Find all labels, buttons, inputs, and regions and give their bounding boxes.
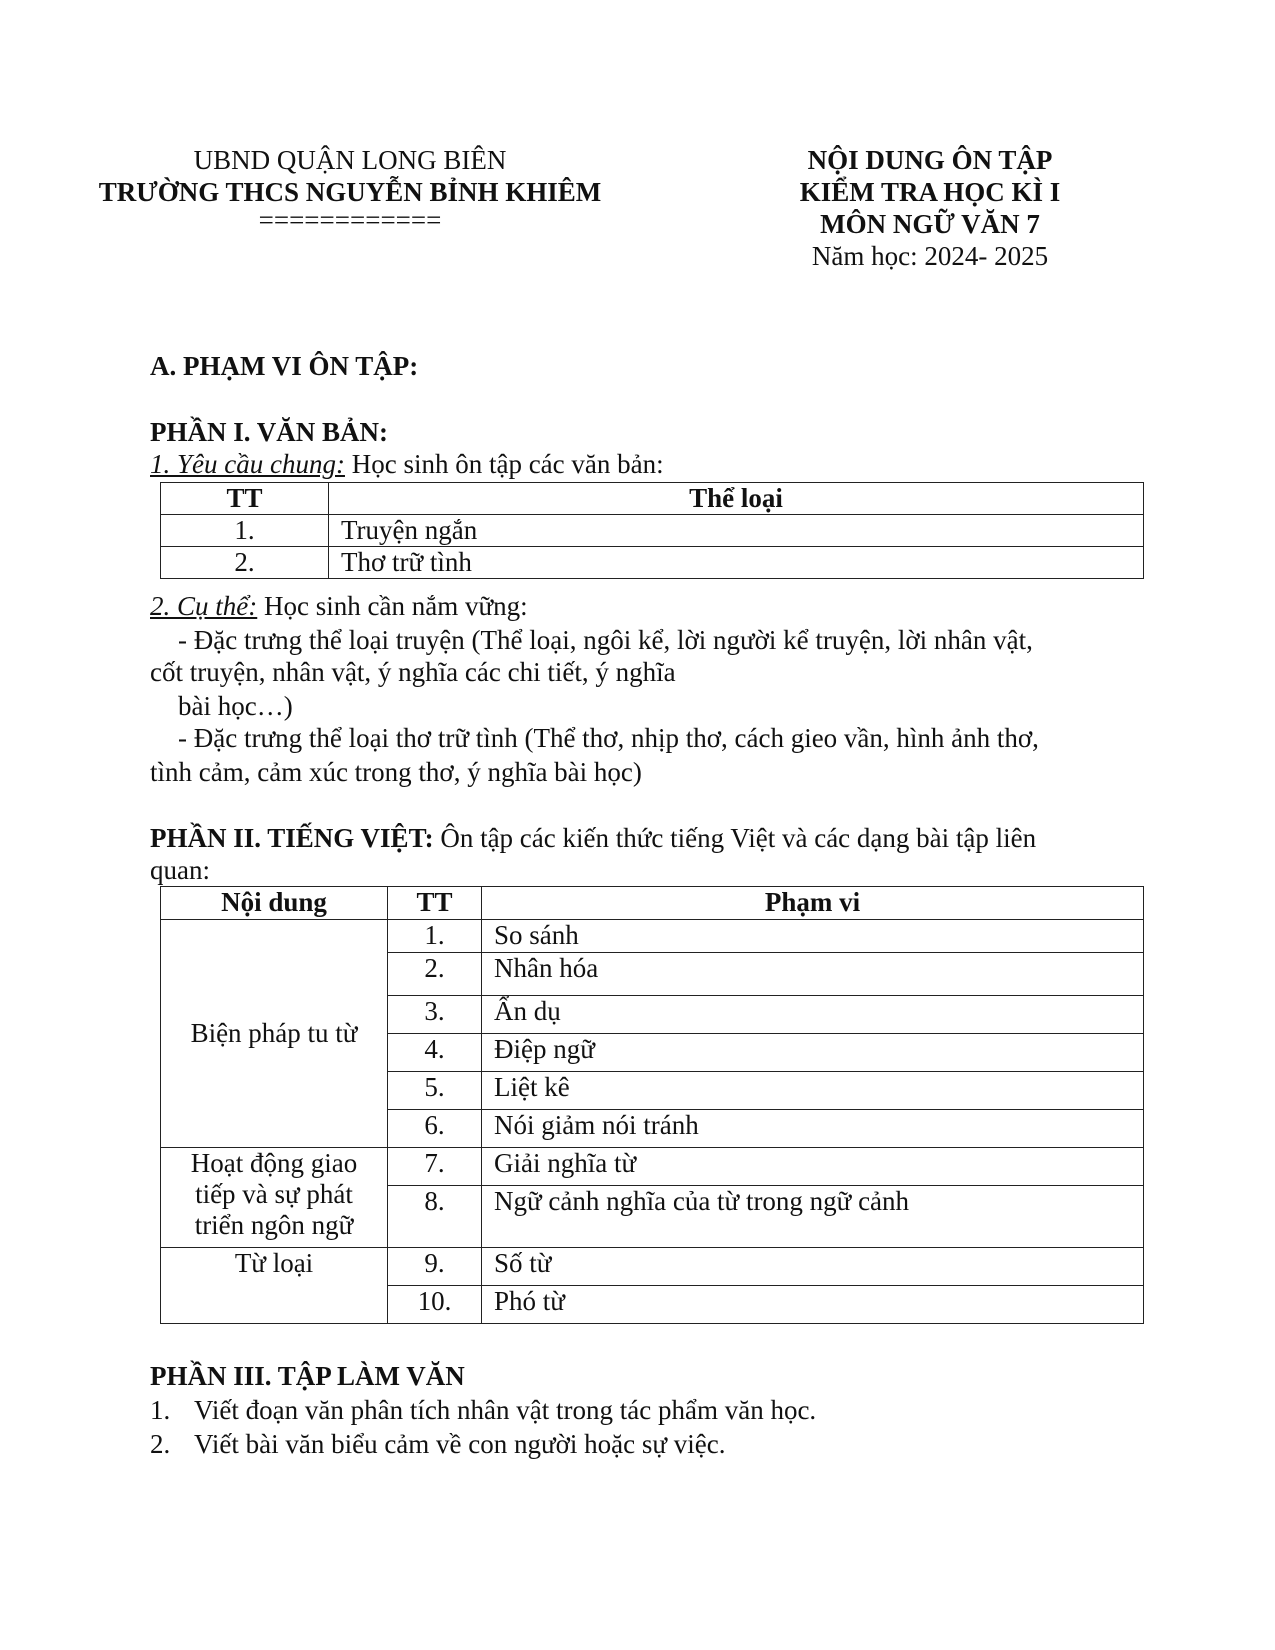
subject-title: MÔN NGỮ VĂN 7 (820, 209, 1040, 239)
header-content: Nội dung (161, 887, 388, 920)
table-header-row (161, 483, 1144, 515)
part3-title: PHẦN III. TẬP LÀM VĂN (150, 1361, 465, 1391)
exam-title: KIỂM TRA HỌC KÌ I (799, 177, 1061, 207)
district-name: UBND QUẬN LONG BIÊN (193, 145, 507, 175)
list-item (150, 1428, 726, 1460)
bullet1-line3: bài học…) (178, 691, 293, 721)
item-text: Viết đoạn văn phân tích nhân vật trong tác phẩm văn học. (194, 1395, 817, 1425)
school-year: Năm học: 2024- 2025 (811, 241, 1049, 271)
header-scope: Phạm vi (482, 887, 1144, 920)
row-scope: Số từ (482, 1248, 1144, 1286)
list-item (150, 1394, 816, 1426)
row-scope: Liệt kê (482, 1072, 1144, 1110)
table-header-row (161, 887, 1144, 920)
specific-label: 2. Cụ thể: (150, 591, 258, 621)
row-number: 2. (161, 547, 329, 579)
row-number: 3. (388, 996, 482, 1034)
section-a-title: A. PHẠM VI ÔN TẬP: (150, 351, 419, 381)
header-right (770, 144, 1090, 272)
row-number: 8. (388, 1186, 482, 1248)
row-number: 2. (388, 953, 482, 996)
row-number: 5. (388, 1072, 482, 1110)
item-text: Viết bài văn biểu cảm về con người hoặc sự việc. (194, 1429, 726, 1459)
part2-text-line1: Ôn tập các kiến thức tiếng Việt và các dạng bài tập liên (433, 823, 1037, 853)
bullet2-line2: tình cảm, cảm xúc trong thơ, ý nghĩa bài học) (150, 757, 642, 787)
header-genre: Thể loại (329, 483, 1144, 515)
header-divider: ============ (258, 205, 442, 235)
row-scope: Điệp ngữ (482, 1034, 1144, 1072)
table-row (161, 547, 1144, 579)
row-number: 1. (388, 920, 482, 953)
table-row (161, 515, 1144, 547)
row-scope: Phó từ (482, 1286, 1144, 1324)
group-name-line: Hoạt động giao (190, 1148, 358, 1178)
row-number: 10. (388, 1286, 482, 1324)
requirement-text: Học sinh ôn tập các văn bản: (344, 449, 664, 479)
row-number: 7. (388, 1148, 482, 1186)
row-scope: Nói giảm nói tránh (482, 1110, 1144, 1148)
group-name-line: triển ngôn ngữ (194, 1210, 354, 1240)
row-scope: Ẩn dụ (482, 996, 1144, 1034)
table-row (161, 1248, 1144, 1286)
header-left (70, 144, 630, 235)
item-number: 2. (150, 1429, 171, 1459)
row-scope: Giải nghĩa từ (482, 1148, 1144, 1186)
vietnamese-table (160, 886, 1144, 1324)
group-word-class: Từ loại (161, 1248, 388, 1324)
part2-text-line2: quan: (150, 855, 210, 885)
part1-title: PHẦN I. VĂN BẢN: (150, 417, 389, 447)
row-number: 6. (388, 1110, 482, 1148)
header-tt: TT (161, 483, 329, 515)
row-number: 4. (388, 1034, 482, 1072)
doc-title: NỘI DUNG ÔN TẬP (807, 145, 1053, 175)
part2-intro (150, 822, 1036, 854)
bullet1-line2: cốt truyện, nhân vật, ý nghĩa các chi tiết, ý nghĩa (150, 657, 676, 687)
group-rhetoric: Biện pháp tu từ (161, 920, 388, 1148)
group-communication (161, 1148, 388, 1248)
part1-specific (150, 590, 528, 622)
bullet1-line1: - Đặc trưng thể loại truyện (Thể loại, ngôi kể, lời người kể truyện, lời nhân vật, (178, 625, 1033, 655)
row-scope: Ngữ cảnh nghĩa của từ trong ngữ cảnh (482, 1186, 1144, 1248)
school-name: TRƯỜNG THCS NGUYỄN BỈNH KHIÊM (98, 177, 602, 207)
genre-table (160, 482, 1144, 579)
bullet2-line1: - Đặc trưng thể loại thơ trữ tình (Thể thơ, nhịp thơ, cách gieo vần, hình ảnh thơ, (178, 723, 1039, 753)
row-genre: Truyện ngắn (329, 515, 1144, 547)
requirement-label: 1. Yêu cầu chung: (150, 449, 345, 479)
specific-text: Học sinh cần nắm vững: (257, 591, 528, 621)
row-scope: So sánh (482, 920, 1144, 953)
row-genre: Thơ trữ tình (329, 547, 1144, 579)
table-row (161, 920, 1144, 953)
part1-requirement (150, 448, 664, 480)
row-number: 1. (161, 515, 329, 547)
part2-title: PHẦN II. TIẾNG VIỆT: (150, 823, 434, 853)
group-name-line: tiếp và sự phát (195, 1179, 353, 1209)
table-row (161, 1148, 1144, 1186)
header-tt: TT (388, 887, 482, 920)
item-number: 1. (150, 1395, 171, 1425)
row-number: 9. (388, 1248, 482, 1286)
row-scope: Nhân hóa (482, 953, 1144, 996)
